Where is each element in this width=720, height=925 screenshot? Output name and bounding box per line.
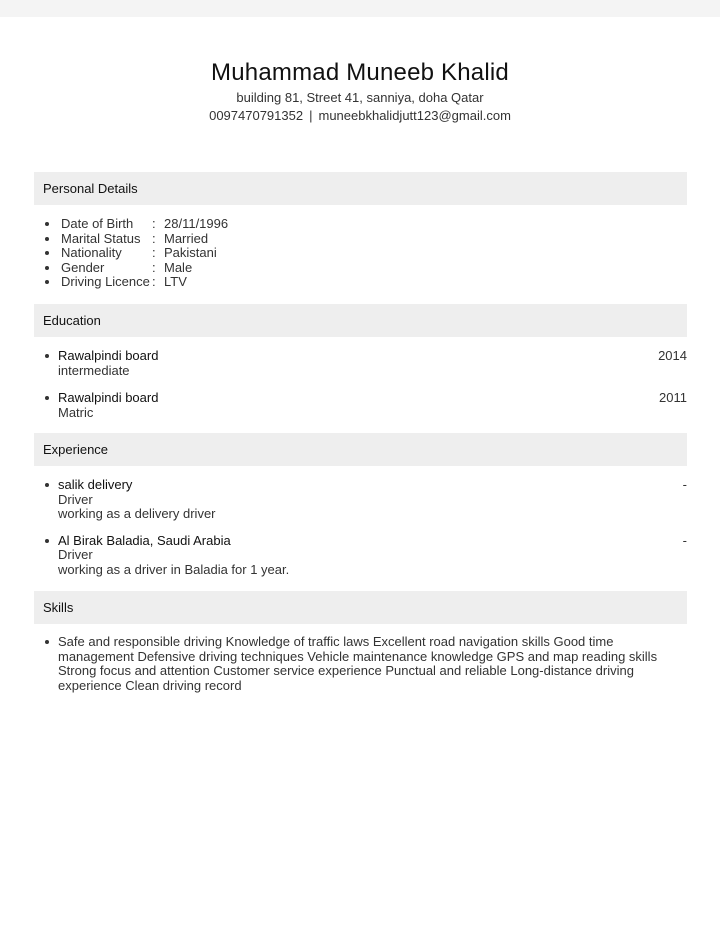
experience-description: working as a delivery driver [58,506,216,521]
phone: 0097470791352 [209,108,304,123]
list-item [34,232,687,247]
detail-colon: : [152,274,156,290]
education-degree: Matric [58,404,94,420]
resume-page [0,17,720,925]
detail-value: Pakistani [164,245,217,261]
education-year: 2011 [659,390,687,405]
list-item [34,261,687,276]
detail-colon: : [152,245,156,261]
resume-header [0,17,720,123]
contact-separator: | [309,108,313,123]
detail-value: LTV [164,274,187,290]
education-degree: intermediate [58,362,130,378]
education-institution: Rawalpindi board [58,390,159,405]
experience-dates: - [682,477,687,492]
experience-role: Driver [58,547,93,562]
section-heading-skills: Skills [34,591,687,624]
personal-details-list [34,217,687,290]
education-year: 2014 [658,348,687,363]
experience-role: Driver [58,491,93,507]
detail-label: Nationality [61,245,122,261]
list-item [34,275,687,290]
list-item [34,534,687,578]
detail-value: Married [164,230,209,246]
email: muneebkhalidjutt123@gmail.com [318,108,511,123]
experience-list [34,478,687,577]
detail-colon: : [152,230,156,246]
contact-line [0,108,720,123]
education-institution: Rawalpindi board [58,348,159,363]
detail-colon: : [152,259,156,275]
section-heading-education: Education [34,304,687,337]
education-list [34,349,687,420]
detail-label: Driving Licence [61,274,150,290]
section-heading-experience: Experience [34,433,687,466]
list-item [34,217,687,232]
detail-value: Male [164,259,193,275]
list-item [34,391,687,420]
list-item [34,349,687,378]
detail-value: 28/11/1996 [164,216,229,231]
skills-text: Safe and responsible driving Knowledge of traffic laws Excellent road navigation skills Good time management Defensive driving techniques Vehicle maintenance knowledge GPS and map reading skills Strong focus and attention Customer service experience Punctual and reliable Long-distance driving experience Clean driving record [34,635,687,693]
experience-company: Al Birak Baladia, Saudi Arabia [58,532,231,548]
detail-label: Marital Status [61,230,141,246]
detail-colon: : [152,216,156,231]
detail-label: Gender [61,259,105,275]
experience-dates: - [682,532,687,548]
list-item [34,246,687,261]
candidate-name: Muhammad Muneeb Khalid [211,59,509,86]
address: building 81, Street 41, sanniya, doha Qatar [236,90,484,105]
experience-description: working as a driver in Baladia for 1 year. [58,561,290,577]
detail-label: Date of Birth [61,216,134,231]
skills-list [34,635,687,693]
section-heading-personal-details: Personal Details [34,172,687,205]
list-item [34,478,687,522]
experience-company: salik delivery [58,477,133,492]
